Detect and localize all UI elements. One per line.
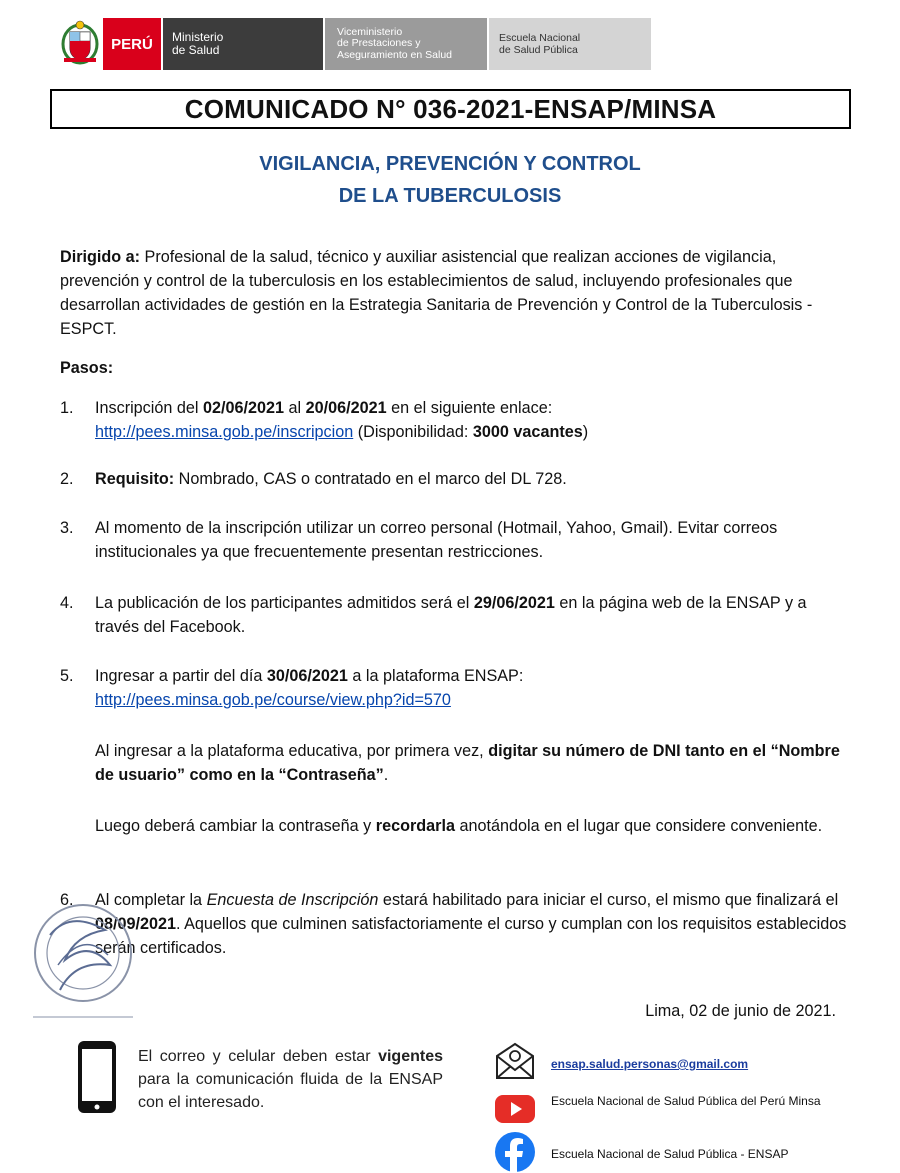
facebook-icon xyxy=(494,1131,536,1173)
step-4-number: 4. xyxy=(60,594,74,612)
step-1: Inscripción del 02/06/2021 al 20/06/2021 en el siguiente enlace: http://pees.minsa.gob.pe/inscripcion (Disponibilidad: 3000 vacantes) xyxy=(95,399,589,441)
course-link[interactable]: http://pees.minsa.gob.pe/course/view.php?id=570 xyxy=(95,691,451,709)
step-4: La publicación de los participantes admitidos será el 29/06/2021 en la página web de la ENSAP y a través del Facebook. xyxy=(95,594,807,636)
seal-stamp-icon xyxy=(28,895,138,1025)
escuela-brand: Escuela Nacional de Salud Pública xyxy=(489,18,651,70)
step-3-number: 3. xyxy=(60,519,74,537)
youtube-icon xyxy=(494,1088,536,1130)
ministerio-brand: Ministerio de Salud xyxy=(163,18,323,70)
facebook-contact[interactable]: Escuela Nacional de Salud Pública - ENSAP xyxy=(551,1147,789,1161)
subtitle-line-1: VIGILANCIA, PREVENCIÓN Y CONTROL xyxy=(259,153,641,175)
step-6-number: 6. xyxy=(60,891,74,909)
email-contact[interactable]: ensap.salud.personas@gmail.com xyxy=(551,1057,749,1071)
peru-brand: PERÚ xyxy=(103,18,161,70)
date-line: Lima, 02 de junio de 2021. xyxy=(645,1002,836,1020)
dirigido-paragraph: Dirigido a: Profesional de la salud, técnico y auxiliar asistencial que realizan acciones de vigilancia, prevención y control de la tuberculosis en los establecimientos de salud, incluyendo profesionales que desarrollan actividades de gestión en la Estrategia Sanitaria de Prevención y Control de la Tuberculosis -ESPCT. xyxy=(60,248,813,338)
document-title: COMUNICADO N° 036-2021-ENSAP/MINSA xyxy=(50,89,851,129)
inscripcion-link[interactable]: http://pees.minsa.gob.pe/inscripcion xyxy=(95,423,354,441)
dirigido-label: Dirigido a: xyxy=(60,248,141,266)
step-5-password-instruction: Luego deberá cambiar la contraseña y recordarla anotándola en el lugar que considere conveniente. xyxy=(95,817,823,835)
step-2: Requisito: Nombrado, CAS o contratado en el marco del DL 728. xyxy=(95,470,567,488)
step-2-number: 2. xyxy=(60,470,74,488)
youtube-contact[interactable]: Escuela Nacional de Salud Pública del Perú Minsa xyxy=(551,1094,821,1108)
subtitle-line-2: DE LA TUBERCULOSIS xyxy=(338,185,562,207)
step-5: Ingresar a partir del día 30/06/2021 a la plataforma ENSAP: http://pees.minsa.gob.pe/course/view.php?id=570 xyxy=(95,667,524,709)
step-6: Al completar la Encuesta de Inscripción estará habilitado para iniciar el curso, el mismo que finalizará el 08/09/2021. Aquellos que culminen satisfactoriamente el curso y cumplan con los requisitos establecidos serán certificados. xyxy=(95,891,847,957)
viceministerio-brand: Viceministerio de Prestaciones y Aseguramiento en Salud xyxy=(325,18,487,70)
step-1-number: 1. xyxy=(60,399,74,417)
pasos-label: Pasos: xyxy=(60,359,114,377)
step-5-dni-instruction: Al ingresar a la plataforma educativa, por primera vez, digitar su número de DNI tanto en el “Nombre de usuario” como en la “Contraseña”. xyxy=(95,742,840,784)
coat-of-arms-icon xyxy=(60,18,100,66)
email-icon xyxy=(494,1040,536,1082)
step-5-number: 5. xyxy=(60,667,74,685)
contact-notice: El correo y celular deben estar vigentes para la comunicación fluida de la ENSAP con el interesado. xyxy=(138,1048,443,1111)
step-3: Al momento de la inscripción utilizar un correo personal (Hotmail, Yahoo, Gmail). Evitar correos institucionales ya que frecuentemente presentan restricciones. xyxy=(95,519,778,561)
smartphone-icon xyxy=(76,1039,118,1115)
